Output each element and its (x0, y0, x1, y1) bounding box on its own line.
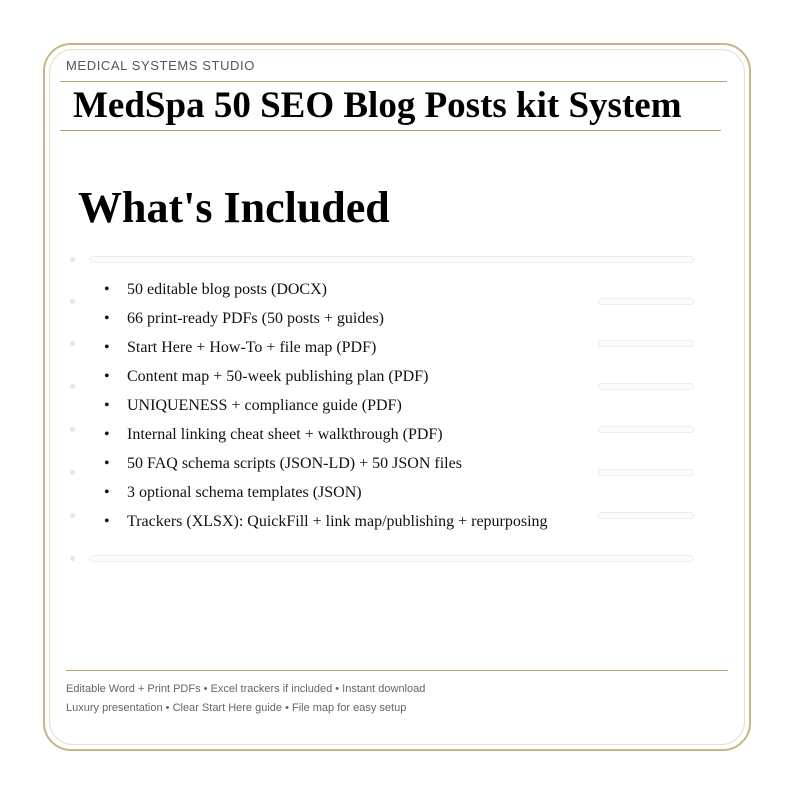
ghost-line (89, 555, 694, 562)
title-divider (60, 130, 721, 131)
ghost-line (598, 469, 694, 476)
list-item-text: Internal linking cheat sheet + walkthrough (PDF) (127, 426, 443, 443)
bullet-icon: • (104, 513, 110, 530)
header-divider (60, 81, 727, 82)
bullet-icon: • (104, 397, 110, 414)
ghost-line (598, 383, 694, 390)
ghost-dot (70, 427, 75, 432)
ghost-line (598, 340, 694, 347)
ghost-dot (70, 513, 75, 518)
ghost-dot (70, 341, 75, 346)
ghost-dot (70, 384, 75, 389)
bullet-icon: • (104, 310, 110, 327)
footer-line-1: Editable Word + Print PDFs • Excel trackers if included • Instant download (66, 683, 426, 695)
ghost-line (598, 298, 694, 305)
ghost-dot (70, 556, 75, 561)
ghost-dot (70, 299, 75, 304)
list-item-text: Trackers (XLSX): QuickFill + link map/publishing + repurposing (127, 513, 548, 530)
footer-line-2: Luxury presentation • Clear Start Here guide • File map for easy setup (66, 702, 407, 714)
ghost-dot (70, 257, 75, 262)
list-item-text: 3 optional schema templates (JSON) (127, 484, 362, 501)
bullet-icon: • (104, 339, 110, 356)
ghost-dot (70, 470, 75, 475)
section-heading: What's Included (78, 183, 390, 232)
list-item-text: 50 editable blog posts (DOCX) (127, 281, 327, 298)
footer-divider (66, 670, 728, 671)
ghost-line (598, 426, 694, 433)
list-item-text: Content map + 50-week publishing plan (PDF) (127, 368, 429, 385)
list-item-text: 50 FAQ schema scripts (JSON-LD) + 50 JSON files (127, 455, 462, 472)
page-title: MedSpa 50 SEO Blog Posts kit System (73, 85, 682, 126)
bullet-icon: • (104, 281, 110, 298)
bullet-icon: • (104, 455, 110, 472)
ghost-line (89, 256, 694, 263)
bullet-icon: • (104, 484, 110, 501)
list-item-text: Start Here + How-To + file map (PDF) (127, 339, 377, 356)
brand-label: MEDICAL SYSTEMS STUDIO (66, 58, 255, 73)
ghost-line (598, 512, 694, 519)
list-item-text: 66 print-ready PDFs (50 posts + guides) (127, 310, 385, 327)
bullet-icon: • (104, 368, 110, 385)
list-item-text: UNIQUENESS + compliance guide (PDF) (127, 397, 402, 414)
bullet-icon: • (104, 426, 110, 443)
